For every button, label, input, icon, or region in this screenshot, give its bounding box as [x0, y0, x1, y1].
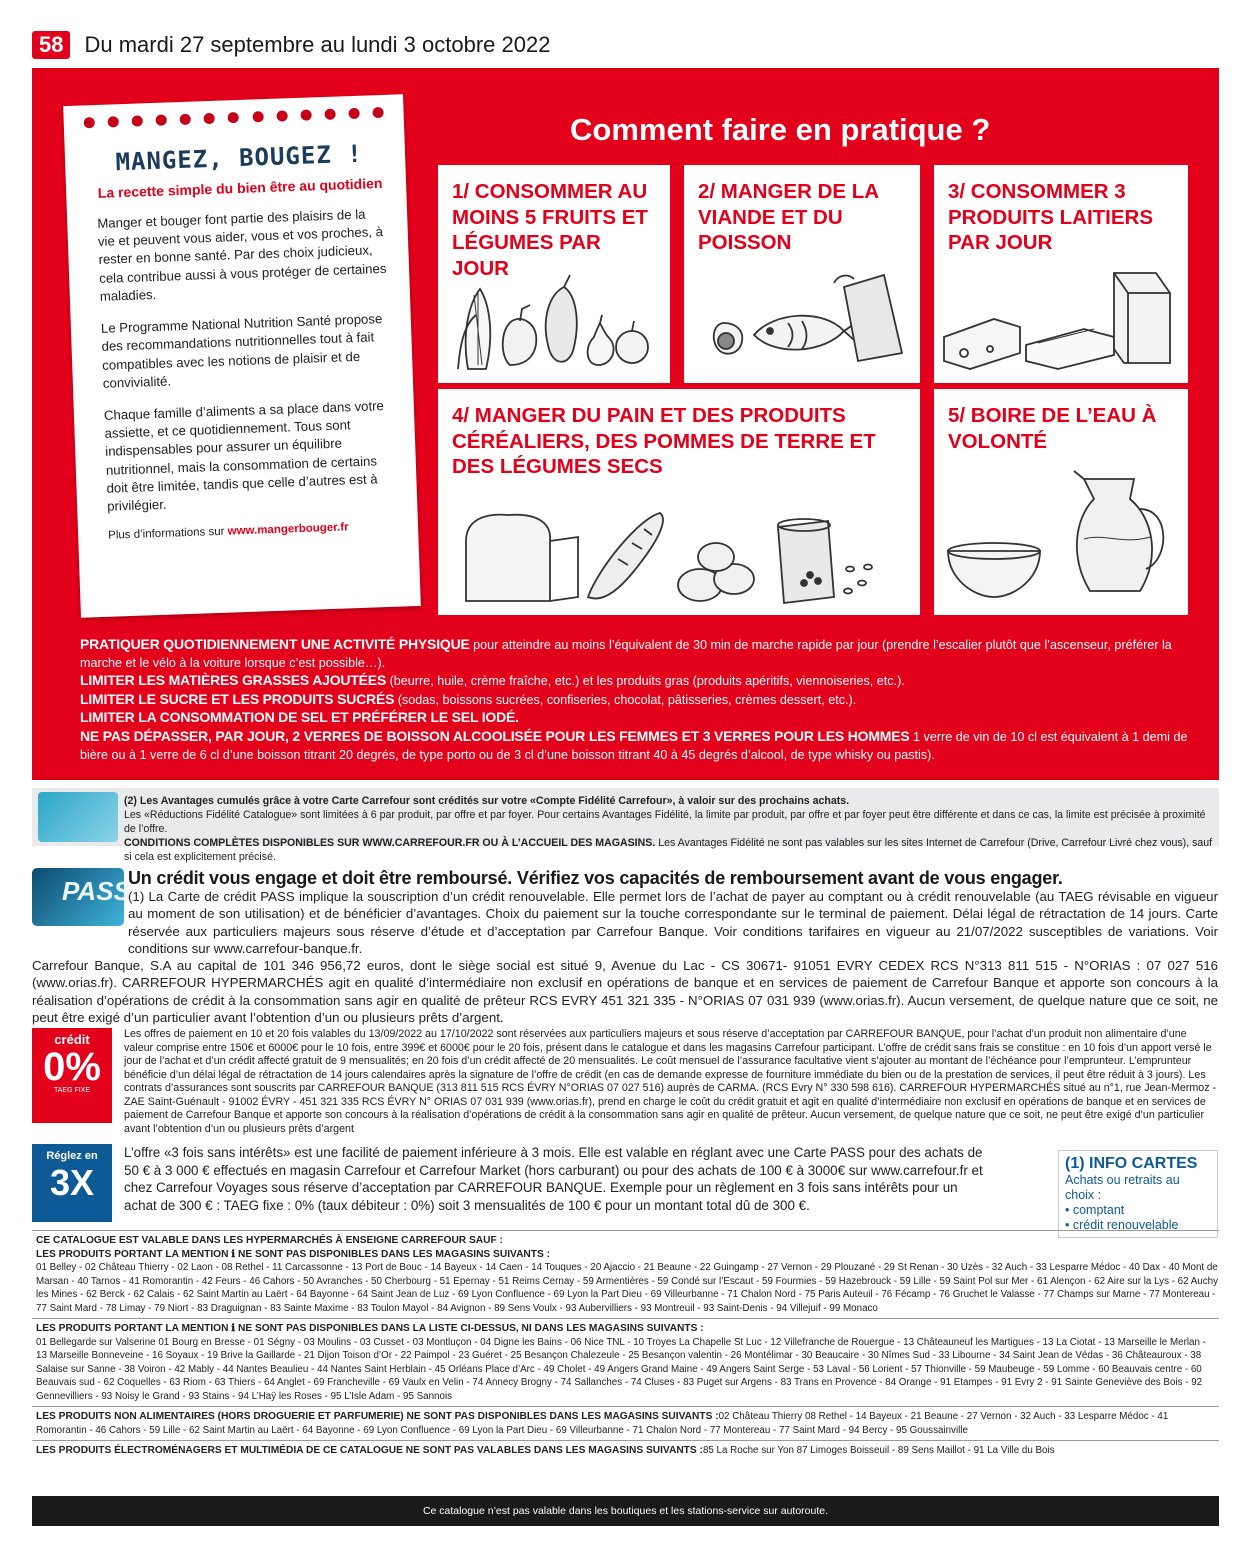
- pay-3x-badge: Réglez en 3X: [32, 1144, 112, 1222]
- pay-3x-text: L’offre «3 fois sans intérêts» est une facilité de paiement inférieure à 3 mois. Elle est valable en réglant avec une Carte PASS pour des achats de 50 € à 3 000 € effectués en magasin Carrefour et Carrefour Market (hors carburant) ou pour des achats de 100 € à 3000€ sur www.carrefour.fr et chez Carrefour Voyages sous réserve d’acceptation par CARREFOUR BANQUE. Exemple pour un règlement en 3 fois sans intérêts pour un achat de 300 € : TAEG fixe : 0% (taux débiteur : 0%) soit 3 mensualités de 100 € pour un montant total dû de 300 €.: [124, 1145, 983, 1213]
- pass-card-image: PASS: [32, 868, 124, 926]
- credit-0-text: Les offres de paiement en 10 et 20 fois valables du 13/09/2022 au 17/10/2022 sont réservées aux particuliers majeurs et sous réserve d’acceptation par CARREFOUR BANQUE, pour l’achat d’un produit non alimentaire d’une valeur comprise entre 150€ et 6000€ pour le 10 fois, entre 399€ et 6000€ pour le 20 fois, présent dans le catalogue et dans les magasins Carrefour participant. L’offre de crédit sans frais se constitue : en 10 fois d’un apport versé le jour de l’achat et d’un crédit affecté gratuit de 9 mensualités; en 20 fois d’un crédit affecté de 20 mensualités. Le coût mensuel de l’assurance facultative vient s’ajouter au montant de l’échéance pour l’emprunteur. L’emprunteur bénéficie d’un délai légal de rétractation de 14 jours calendaires après la signature de l’offre de crédit (en cas de demande expresse de fourniture immédiate du bien ou de la prestation de services, il peut être réduit à 3 jours). Les contrats d’assurances sont souscrits par CARREFOUR BANQUE (313 811 515 RCS ÉVRY N°ORIAS 07 027 516) auprès de CARMA. (RCS Evry N° 330 598 616). CARREFOUR HYPERMARCHÉS situé au n°1, rue Jean-Mermoz - ZAE Saint-Guénault - 91002 ÉVRY - 451 321 335 RCS ÉVRY N° ORIAS 07 031 939 (www.orias.fr), prend en charge le coût du crédit gratuit et agit en qualité d’intermédiaire non exclusif en opérations de banque et en services de paiement de Carrefour Banque et apporte son concours à la réalisation d’opérations de crédit à la consommation sans agir en qualité de prêteur. Aucun versement, de quelque nature que ce soit, ne peut être exigé d’un particulier avant l’obtention d’un ou plusieurs prêts d’argent: [124, 1028, 1217, 1135]
- credit-0-badge: crédit 0% TAEG FIXE: [32, 1028, 112, 1123]
- tip-title: 3/ CONSOMMER 3 PRODUITS LAITIERS PAR JOUR: [948, 180, 1154, 255]
- tip-box-fruits: [438, 165, 670, 383]
- bread-potatoes-icon: [438, 479, 920, 609]
- mangez-bougez-card: [63, 94, 421, 618]
- fidelity-notice: [32, 788, 1219, 863]
- tip-title: 4/ MANGER DU PAIN ET DES PRODUITS CÉRÉALIERS, DES POMMES DE TERRE ET DES LÉGUMES SECS: [452, 404, 876, 479]
- fidelity-line: (2) Les Avantages cumulés grâce à votre Carte Carrefour sont crédités sur votre «Compte Fidélité Carrefour», à valoir sur des prochains achats.: [124, 795, 850, 807]
- info-cartes-box: (1) INFO CARTES Achats ou retraits au choix : • comptant • crédit renouvelable: [1058, 1150, 1218, 1238]
- tip-box-meat-fish: [684, 165, 920, 383]
- page-header: [32, 30, 550, 60]
- page-number: 58: [32, 31, 70, 59]
- tip-line: PRATIQUER QUOTIDIENNEMENT UNE ACTIVITÉ PHYSIQUE pour atteindre au moins l’équivalent de 30 min de marche rapide par jour (prendre l’escalier plutôt que l’ascenseur, préférer la marche et le vélo à la voiture lorsque c’est possible…).: [80, 636, 1172, 670]
- card-subtitle: La recette simple du bien être au quotidien: [97, 174, 383, 201]
- water-jug-icon: [934, 459, 1188, 609]
- pay-3x-promo: [32, 1144, 1218, 1232]
- card-paragraph: Le Programme National Nutrition Santé propose des recommandations nutritionnelles tout à fait compatibles avec les notions de plaisir et de convivialité.: [100, 311, 383, 391]
- tip-line: LIMITER LA CONSOMMATION DE SEL ET PRÉFÉRER LE SEL IODÉ.: [80, 709, 519, 726]
- meat-fish-icon: [684, 257, 920, 377]
- card-paragraph: Chaque famille d’aliments a sa place dans votre assiette, et ce quotidiennement. Tous sont indispensables pour assurer un équilibre nutritionnel, mais la consommation de certains doit être limitée, tandis que celle d’autres est à privilégier.: [103, 398, 385, 514]
- tip-title: 2/ MANGER DE LA VIANDE ET DU POISSON: [698, 180, 879, 255]
- tip-box-dairy: [934, 165, 1188, 383]
- tip-title: 5/ BOIRE DE L’EAU À VOLONTÉ: [948, 404, 1157, 453]
- card-holes: [84, 107, 384, 128]
- store-section: CE CATALOGUE EST VALABLE DANS LES HYPERMARCHÉS À ENSEIGNE CARREFOUR SAUF : LES PRODUITS PORTANT LA MENTION ℹ NE SONT PAS DISPONIBLES DANS LES MAGASINS SUIVANTS : 01 Belley - 02 Château Thierry - 02 Laon - 08 Rethel - 11 Carcassonne - 13 Port de Bouc - 14 Bayeux - 14 Caen - 14 Touques - 20 Ajaccio - 21 Beaune - 22 Guingamp - 27 Vernon - 29 Plouzané - 29 St Renan - 30 Uzès - 32 Auch - 33 Lesparre Médoc - 40 Dax - 40 Mont de Marsan - 40 Tarnos - 41 Romorantin - 42 Feurs - 46 Cahors - 50 Avranches - 50 Cherbourg - 51 Epernay - 51 Reims Cernay - 59 Armentières - 59 Condé sur l’Escaut - 59 Fourmies - 59 Hazebrouck - 59 Lille - 59 Saint Pol sur Mer - 61 Alençon - 62 Aire sur la Lys - 62 Auchy les Mines - 62 Berck - 62 Calais - 62 Saint Martin au Laërt - 64 Bayonne - 64 Saint Jean de Luz - 69 Lyon Confluence - 69 Lyon la Part Dieu - 69 Villeurbanne - 71 Chalon Nord - 75 Paris Auteuil - 76 Fécamp - 76 Gruchet le Valasse - 77 Champs sur Marne - 77 Montereau - 77 Saint Mard - 78 Limay - 79 Niort - 83 Draguignan - 83 Sainte Maxime - 83 Toulon Mayol - 84 Avignon - 89 Sens Voulx - 93 Aubervilliers - 93 Montreuil - 93 Saint-Denis - 94 Villejuif - 99 Monaco: [32, 1230, 1219, 1318]
- tip-line: LIMITER LE SUCRE ET LES PRODUITS SUCRÉS (sodas, boissons sucrées, confiseries, chocolat, pâtisseries, crèmes dessert, etc.).: [80, 690, 857, 707]
- section-title: Comment faire en pratique ?: [570, 112, 991, 147]
- more-info: Plus d’informations sur www.mangerbouger.fr: [107, 521, 349, 543]
- credit-paragraph: Carrefour Banque, S.A au capital de 101 346 956,72 euros, dont le siège social est situé 9, Avenue du Lac - CS 30671- 91051 EVRY CEDEX RCS N°313 811 515 - N°ORIAS : 07 027 516 (www.orias.fr). CARREFOUR HYPERMARCHÉS agit en qualité d’intermédiaire non exclusif en opérations de banque et en services de paiement de Carrefour Banque et apporte son concours à la réalisation d’opérations de crédit à la consommation sans agir en qualité de prêteur RCS EVRY 451 321 335 - N°ORIAS 07 031 939 (www.orias.fr). Aucun versement, de quelque nature que ce soit, ne peut être exigé d’un particulier avant l’obtention d’un ou plusieurs prêts d’argent.: [32, 958, 1218, 1026]
- fidelity-line: Les «Réductions Fidélité Catalogue» sont limitées à 6 par produit, par offre et par foyer. Pour certains Avantages Fidélité, la limite par produit, par offre et par foyer peut être différente et dans ce cas, la limite est précisée à proximité de l’offre.: [124, 809, 1206, 835]
- tip-line: NE PAS DÉPASSER, PAR JOUR, 2 VERRES DE BOISSON ALCOOLISÉE POUR LES FEMMES ET 3 VERRES POUR LES HOMMES 1 verre de vin de 10 cl est équivalent à 1 demi de bière ou à 1 verre de 6 cl d’une boisson titrant 20 degrés, de type porto ou de 3 cl d’une boisson titrant 40 à 45 degrés d’alcool, de type whisky ou pastis).: [80, 727, 1188, 762]
- store-exclusions: [32, 1230, 1219, 1461]
- store-section: LES PRODUITS ÉLECTROMÉNAGERS ET MULTIMÉDIA DE CE CATALOGUE NE SONT PAS VALABLES DANS LES MAGASINS SUIVANTS :85 La Roche sur Yon 87 Limoges Boisseuil - 89 Sens Maillot - 91 La Ville du Bois: [32, 1440, 1219, 1461]
- card-title: MANGEZ, BOUGEZ !: [115, 139, 364, 177]
- tip-box-bread: [438, 389, 920, 615]
- credit-0-promo: [32, 1028, 1218, 1138]
- tip-line: LIMITER LES MATIÈRES GRASSES AJOUTÉES (beurre, huile, crème fraîche, etc.) et les produits gras (produits apéritifs, viennoiseries, etc.).: [80, 672, 905, 689]
- store-section: LES PRODUITS PORTANT LA MENTION ℹ NE SONT PAS DISPONIBLES DANS LA LISTE CI-DESSUS, NI DANS LES MAGASINS SUIVANTS : 01 Bellegarde sur Valserine 01 Bourg en Bresse - 01 Ségny - 03 Moulins - 03 Cusset - 03 Montluçon - 04 Digne les Bains - 06 Nice TNL - 10 Troyes La Chapelle St Luc - 12 Villefranche de Rouergue - 13 Châteauneuf les Martigues - 13 La Ciotat - 13 Marseille le Merlan - 13 Marseille Bonneveine - 16 Soyaux - 19 Brive la Gaillarde - 21 Dijon Toison d’Or - 22 Paimpol - 23 Guéret - 25 Besançon Chalezeule - 25 Besançon valentin - 26 Montélimar - 30 Beaucaire - 30 Nîmes Sud - 33 Libourne - 34 Saint Jean de Védas - 36 Châteauroux - 38 Salaise sur Sanne - 38 Voiron - 42 Mably - 44 Nantes Beaulieu - 44 Nantes Saint Herblain - 45 Orléans Place d’Arc - 49 Cholet - 49 Angers Grand Maine - 49 Angers Saint Serge - 53 Laval - 56 Lorient - 57 Thionville - 59 Maubeuge - 59 Lomme - 60 Beauvais centre - 60 Beauvais sud - 62 Coquelles - 63 Riom - 63 Thiers - 64 Anglet - 69 Francheville - 69 Vaulx en Velin - 74 Annecy Brogny - 74 Sallanches - 74 Cluses - 83 Puget sur Argens - 83 Trans en Provence - 84 Orange - 91 Etampes - 91 Evry 2 - 91 Sainte Geneviève des Bois - 92 Gennevilliers - 93 Noisy le Grand - 93 Stains - 94 L’Haÿ les Roses - 95 L’Isle Adam - 95 Sannois: [32, 1318, 1219, 1406]
- credit-warning: Un crédit vous engage et doit être remboursé. Vérifiez vos capacités de remboursement avant de vous engager.: [128, 868, 1063, 888]
- fruits-vegetables-icon: [438, 265, 670, 375]
- fidelity-line: CONDITIONS COMPLÈTES DISPONIBLES SUR WWW.CARREFOUR.FR OU À L’ACCUEIL DES MAGASINS. Les Avantages Fidélité ne sont pas valables sur les sites Internet de Carrefour (Drive, Carrefour Livré chez vous), sauf si cela est explicitement précisé.: [124, 837, 1213, 863]
- credit-legal: [32, 888, 1218, 1026]
- footer-notice: Ce catalogue n’est pas valable dans les boutiques et les stations-service sur autoroute.: [32, 1496, 1219, 1526]
- card-paragraph: Manger et bouger font partie des plaisirs de la vie et peuvent vous aider, vous et vos proches, à rester en bonne santé. Par des choix judicieux, cela contribue aussi à vous protéger de certaines maladies.: [97, 206, 387, 304]
- carrefour-card-image: [38, 792, 118, 842]
- health-tips: [80, 636, 1210, 764]
- store-section: LES PRODUITS NON ALIMENTAIRES (HORS DROGUERIE ET PARFUMERIE) NE SONT PAS DISPONIBLES DANS LES MAGASINS SUIVANTS :02 Château Thierry 08 Rethel - 14 Bayeux - 21 Beaune - 27 Vernon - 32 Auch - 33 Lesparre Médoc - 41 Romorantin - 46 Cahors - 59 Lille - 62 Saint Martin au Laërt - 64 Bayonne - 69 Lyon Confluence - 69 Lyon la Part Dieu - 69 Villeurbanne - 71 Chalon Nord - 77 Montereau - 77 Saint Mard - 94 Bercy - 95 Goussainville: [32, 1406, 1219, 1440]
- tip-box-water: [934, 389, 1188, 615]
- dairy-icon: [934, 257, 1188, 377]
- tip-title: 1/ CONSOMMER AU MOINS 5 FRUITS ET LÉGUMES PAR JOUR: [452, 180, 648, 280]
- mangerbouger-link[interactable]: www.mangerbouger.fr: [227, 521, 349, 538]
- date-range: Du mardi 27 septembre au lundi 3 octobre 2022: [84, 32, 551, 57]
- credit-paragraph: (1) La Carte de crédit PASS implique la souscription d’un crédit renouvelable. Elle permet lors de l’achat de payer au comptant ou à crédit renouvelable (au TAEG révisable en vigueur au moment de son utilisation) et de bénéficier d’avantages. Choix du paiement sur la touche correspondante sur le terminal de paiement. Délai légal de rétractation de 14 jours. Carte réservée aux particuliers majeurs sous réserve d’étude et d’acceptation par Carrefour Banque. Voir conditions tarifaires en vigueur au 21/07/2022 susceptibles de variations. Voir conditions sur www.carrefour-banque.fr.: [128, 889, 1218, 956]
